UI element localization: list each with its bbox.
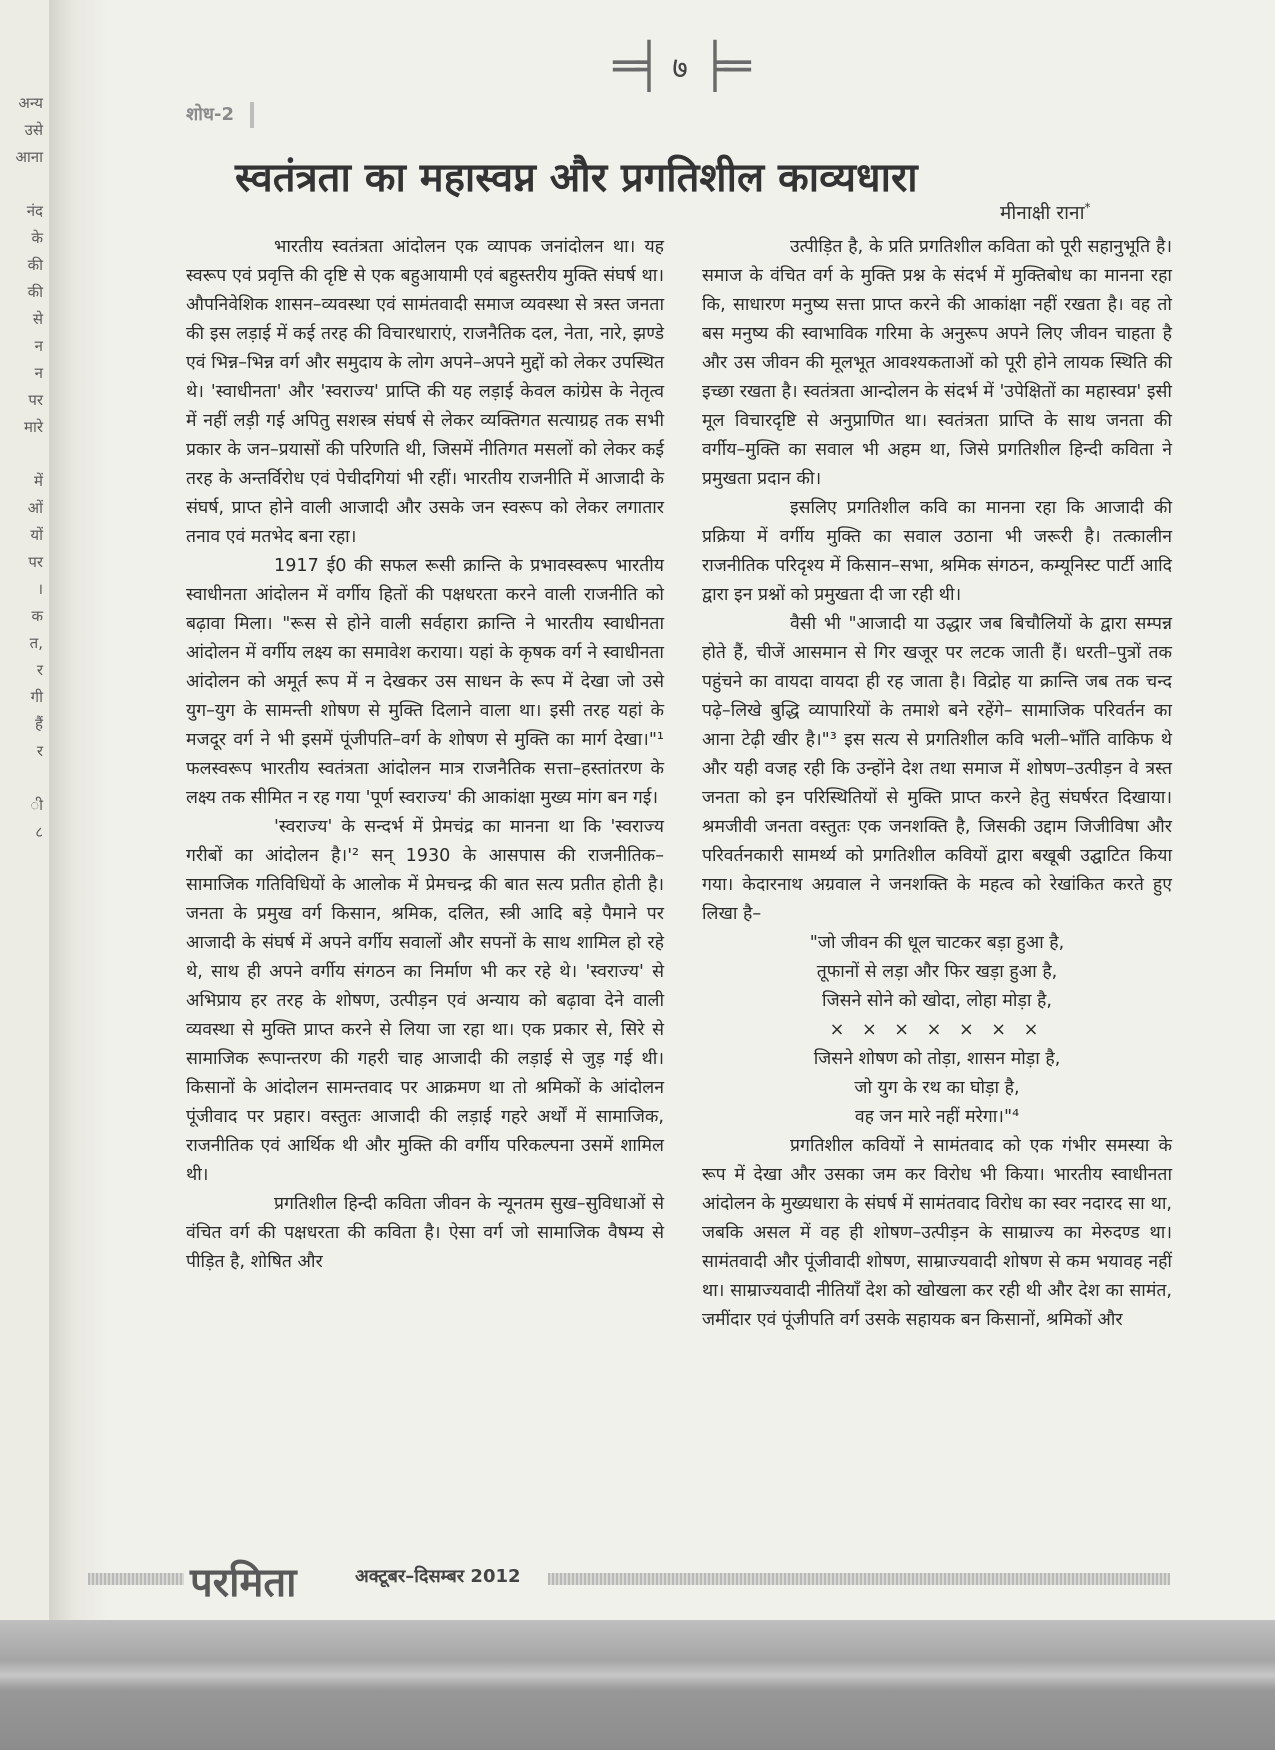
margin-fragment: पर [28, 553, 43, 571]
footer-rule-left [88, 1573, 184, 1585]
author-name [1000, 199, 1091, 225]
poem-line: तूफानों से लड़ा और फिर खड़ा हुआ है, [816, 962, 1058, 982]
margin-fragment: अन्य [18, 94, 43, 112]
issue-date: अक्टूबर–दिसम्बर 2012 [355, 1566, 521, 1587]
margin-fragment: न [34, 364, 43, 382]
paragraph: प्रगतिशील कवियों ने सामंतवाद को एक गंभीर समस्या के रूप में देखा और उसका जम कर विरोध भी किया। भारतीय स्वाधीनता आंदोलन के मुख्यधारा के संघर्ष में सामंतवाद विरोध का स्वर नदारद सा था, जबकि असल में वह ही शोषण–उत्पीड़न के साम्राज्य का मेरुदण्ड था। सामंतवादी और पूंजीवादी शोषण, साम्राज्यवादी शोषण से कम भयावह नहीं था। साम्राज्यवादी नीतियाँ देश को खोखला कर रही थी और देश का सामंत, जमींदार एवं पूंजीपति वर्ग उसके सहायक बन किसानों, श्रमिकों और [702, 1136, 1172, 1330]
margin-fragment: नंद [26, 202, 43, 220]
margin-fragment: ८ [35, 823, 43, 841]
poem-line: जिसने सोने को खोदा, लोहा मोड़ा है, [822, 991, 1052, 1011]
margin-fragment: हैं [35, 715, 43, 733]
margin-fragment: से [32, 310, 43, 328]
ornament-left: ═╡ [613, 40, 659, 92]
adjacent-page-margin [0, 0, 50, 1620]
left-column [186, 233, 664, 1277]
margin-fragment: यों [30, 526, 43, 544]
paragraph: इसलिए प्रगतिशील कवि का मानना रहा कि आजादी की प्रक्रिया में वर्गीय मुक्ति का सवाल उठाना भी जरूरी है। तत्कालीन राजनीतिक परिदृश्य में किसान–सभा, श्रमिक संगठन, कम्यूनिस्ट पार्टी आदि द्वारा इन प्रश्नों को प्रमुखता दी जा रही थी। [702, 498, 1172, 605]
margin-fragment: मारे [24, 418, 43, 436]
ornament-right: ╞═ [701, 40, 747, 92]
right-column [702, 233, 1172, 1335]
margin-fragment: की [27, 256, 43, 274]
section-tag: शोध-2 [186, 102, 254, 128]
paragraph: भारतीय स्वतंत्रता आंदोलन एक व्यापक जनांदोलन था। यह स्वरूप एवं प्रवृत्ति की दृष्टि से एक बहुआयामी एवं बहुस्तरीय मुक्ति संघर्ष था। औपनिवेशिक शासन–व्यवस्था एवं सामंतवादी समाज व्यवस्था से त्रस्त जनता की इस लड़ाई में कई तरह की विचारधाराएं, राजनैतिक दल, नेता, नारे, झण्डे एवं भिन्न–भिन्न वर्ग और समुदाय के लोग अपने–अपने मुद्दों को लेकर उपस्थित थे। 'स्वाधीनता' और 'स्वराज्य' प्राप्ति की यह लड़ाई केवल कांग्रेस के नेतृत्व में नहीं लड़ी गई अपितु सशस्त्र संघर्ष से लेकर व्यक्तिगत सत्याग्रह तक सभी प्रकार के जन–प्रयासों की परिणति थी, जिसमें नीतिगत मसलों को लेकर कई तरह के अन्तर्विरोध एवं पेचीदगियां भी रहीं। भारतीय राजनीति में आजादी के संघर्ष, प्राप्त होने वाली आजादी और उसके जन स्वरूप को लेकर लगातार तनाव एवं मतभेद बना रहा। [186, 237, 664, 547]
paragraph: 1917 ई0 की सफल रूसी क्रान्ति के प्रभावस्वरूप भारतीय स्वाधीनता आंदोलन में वर्गीय हितों की पक्षधरता करने वाली राजनीति को बढ़ावा मिला। "रूस से होने वाली सर्वहारा क्रान्ति ने भारतीय स्वाधीनता आंदोलन में वर्गीय लक्ष्य का समावेश कराया। यहां के कृषक वर्ग ने स्वाधीनता आंदोलन को अमूर्त रूप में न देखकर उस साधन के रूप में देखा जो उसे युग–युग के सामन्ती शोषण से मुक्ति दिलाने वाला था। इसी तरह यहां के मजदूर वर्ग ने भी इसमें पूंजीपति–वर्ग के शोषण से मुक्ति का मार्ग देखा।"¹ फलस्वरूप भारतीय स्वतंत्रता आंदोलन मात्र राजनैतिक सत्ता–हस्तांतरण के लक्ष्य तक सीमित न रह गया 'पूर्ण स्वराज्य' की आकांक्षा मुख्य मांग बन गई। [186, 556, 664, 808]
margin-fragment [0, 441, 49, 468]
margin-fragment: र [36, 742, 43, 760]
margin-fragment: गी [30, 688, 43, 706]
margin-fragment: आना [15, 148, 43, 166]
book-gutter [50, 0, 110, 1620]
page-number: ७ [672, 50, 688, 86]
margin-fragment: र [36, 661, 43, 679]
magazine-logo: परमिता [190, 1559, 297, 1606]
margin-fragment: ी [30, 796, 43, 814]
margin-fragment: पर [28, 391, 43, 409]
scan-shadow [0, 1620, 1275, 1750]
article-title: स्वतंत्रता का महास्वप्न और प्रगतिशील काव्यधारा [235, 154, 918, 201]
poem-quote [702, 929, 1172, 1132]
page-number-ornament [590, 36, 770, 96]
poem-line: जो युग के रथ का घोड़ा है, [854, 1078, 1020, 1098]
margin-fragment: त, [29, 634, 43, 652]
margin-fragment: ओं [27, 499, 43, 517]
paragraph: उत्पीड़ित है, के प्रति प्रगतिशील कविता को पूरी सहानुभूति है। समाज के वंचित वर्ग के मुक्ति प्रश्न के संदर्भ में मुक्तिबोध का मानना रहा कि, साधारण मनुष्य सत्ता प्राप्त करने की आकांक्षा नहीं रखता है। वह तो बस मनुष्य की स्वाभाविक गरिमा के अनुरूप अपने लिए जीवन चाहता है और उस जीवन की मूलभूत आवश्यकताओं को पूरी होने लायक स्थिति की इच्छा रखता है। स्वतंत्रता आन्दोलन के संदर्भ में 'उपेक्षितों का महास्वप्न' इसी मूल विचारदृष्टि से अनुप्राणित था। स्वतंत्रता प्राप्ति के साथ जनता की वर्गीय–मुक्ति का सवाल भी अहम था, जिसे प्रगतिशील हिन्दी कविता ने प्रमुखता प्रदान की। [702, 237, 1172, 489]
margin-fragment: क [31, 607, 43, 625]
poem-line: जिसने शोषण को तोड़ा, शासन मोड़ा है, [813, 1049, 1061, 1069]
author-name-text: मीनाक्षी राना [1000, 202, 1085, 224]
poem-line: "जो जीवन की धूल चाटकर बड़ा हुआ है, [809, 933, 1065, 953]
margin-fragment: । [37, 580, 43, 598]
poem-line: वह जन मारे नहीं मरेगा।"⁴ [854, 1107, 1020, 1127]
poem-ellipsis: × × × × × × × [829, 1020, 1045, 1040]
author-footnote-mark: * [1084, 200, 1091, 215]
margin-fragment: न [34, 337, 43, 355]
paragraph: वैसी भी "आजादी या उद्धार जब बिचौलियों के द्वारा सम्पन्न होते हैं, चीजें आसमान से गिर खजूर पर लटक जाती हैं। धरती–पुत्रों तक पहुंचने का वायदा वायदा ही रह जाता है। विद्रोह या क्रान्ति जब तक चन्द पढ़े–लिखे बुद्धि व्यापारियों के तमाशे बने रहेंगे– सामाजिक परिवर्तन का आना टेढ़ी खीर है।"³ इस सत्य से प्रगतिशील कवि भली–भाँति वाकिफ थे और यही वजह रही कि उन्होंने देश तथा समाज में शोषण–उत्पीड़न वे त्रस्त जनता को इन परिस्थितियों से मुक्ति प्राप्त करने हेतु संघर्षरत दिखाया। श्रमजीवी जनता वस्तुतः एक जनशक्ति है, जिसकी उद्दाम जिजीविषा और परिवर्तनकारी सामर्थ्य को प्रगतिशील कवियों द्वारा बखूबी उद्घाटित किया गया। केदारनाथ अग्रवाल ने जनशक्ति के महत्व को रेखांकित करते हुए लिखा है– [702, 614, 1172, 924]
margin-fragment: के [31, 229, 43, 247]
margin-fragment: की [27, 283, 43, 301]
paragraph: प्रगतिशील हिन्दी कविता जीवन के न्यूनतम सुख–सुविधाओं से वंचित वर्ग की पक्षधरता की कविता है। ऐसा वर्ग जो सामाजिक वैषम्य से पीड़ित है, शोषित और [186, 1194, 664, 1272]
margin-fragment: में [34, 472, 43, 490]
margin-fragment [0, 765, 49, 792]
margin-fragment: उसे [24, 121, 43, 139]
paragraph: 'स्वराज्य' के सन्दर्भ में प्रेमचंद्र का मानना था कि 'स्वराज्य गरीबों का आंदोलन है।'² सन् 1930 के आसपास की राजनीतिक–सामाजिक गतिविधियों के आलोक में प्रेमचन्द्र की बात सत्य प्रतीत होती है। जनता के प्रमुख वर्ग किसान, श्रमिक, दलित, स्त्री आदि बड़े पैमाने पर आजादी के संघर्ष में अपने वर्गीय सवालों और सपनों के साथ शामिल हो रहे थे, साथ ही अपने वर्गीय संगठन का निर्माण भी कर रहे थे। 'स्वराज्य' से अभिप्राय हर तरह के शोषण, उत्पीड़न एवं अन्याय को बढ़ावा देने वाली व्यवस्था से मुक्ति प्राप्त करने से लिया जा रहा था। एक प्रकार से, सिरे से सामाजिक रूपान्तरण की गहरी चाह आजादी की लड़ाई से जुड़ गई थी। किसानों के आंदोलन सामन्तवाद पर आक्रमण था तो श्रमिकों के आंदोलन पूंजीवाद पर प्रहार। वस्तुतः आजादी की लड़ाई गहरे अर्थों में सामाजिक, राजनीतिक एवं आर्थिक थी और मुक्ति की वर्गीय परिकल्पना उसमें शामिल थी। [186, 817, 664, 1185]
margin-fragment [0, 171, 49, 198]
footer-rule-right [548, 1573, 1170, 1585]
